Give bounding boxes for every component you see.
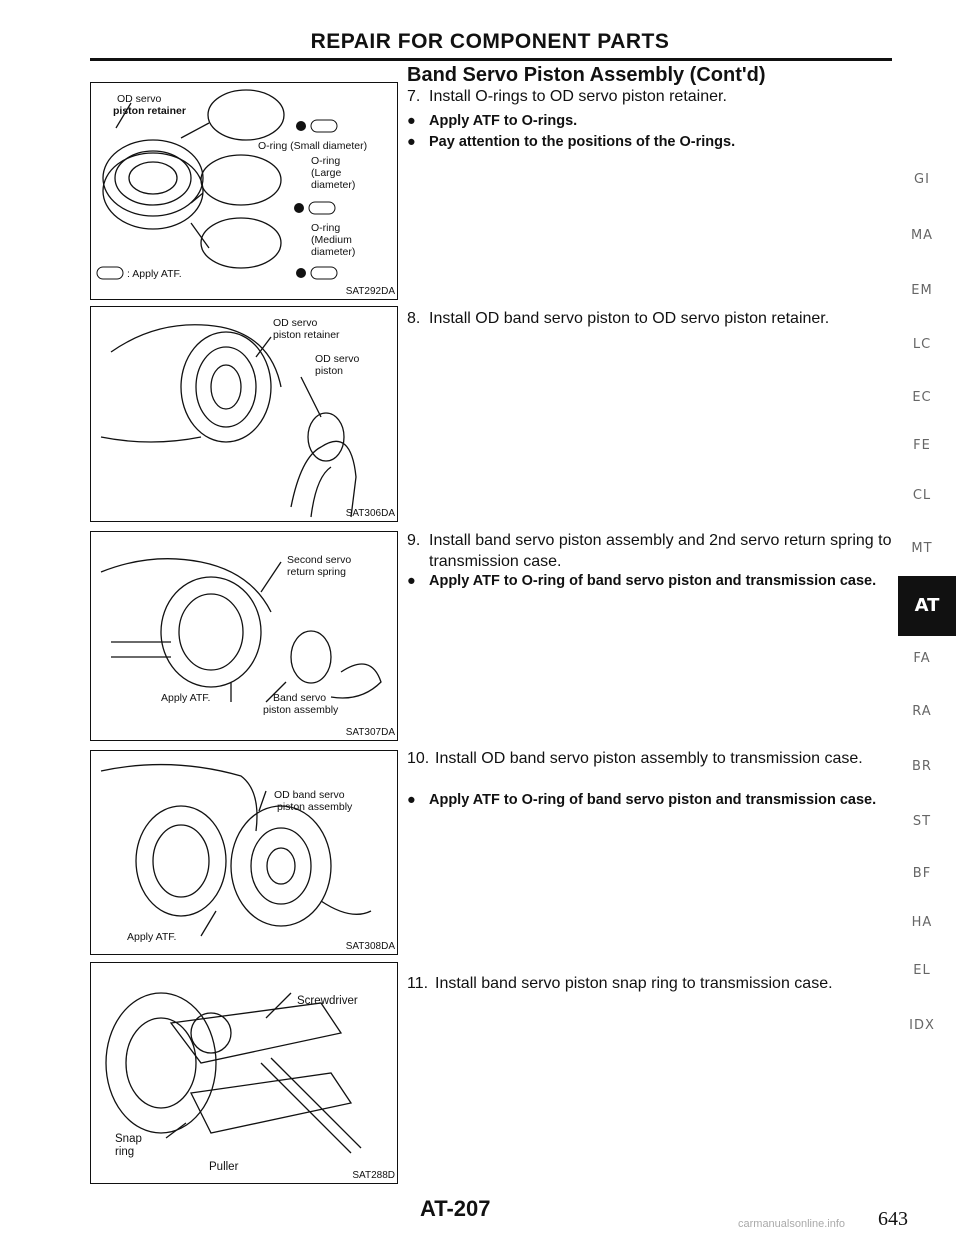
callout-label: diameter) bbox=[311, 179, 356, 191]
step-number: 10. bbox=[407, 750, 430, 767]
tab-st[interactable]: ST bbox=[912, 814, 932, 829]
step-text: Install OD band servo piston to OD servo piston retainer. bbox=[429, 310, 830, 327]
callout-label: Puller bbox=[209, 1161, 239, 1173]
tab-bf[interactable]: BF bbox=[912, 866, 932, 881]
tab-cl[interactable]: CL bbox=[912, 488, 932, 503]
callout-label: ring bbox=[115, 1146, 135, 1158]
page-number: 643 bbox=[878, 1208, 908, 1230]
section-title: Band Servo Piston Assembly (Cont'd) bbox=[407, 64, 766, 86]
tab-idx[interactable]: IDX bbox=[909, 1018, 935, 1033]
tab-lc[interactable]: LC bbox=[912, 337, 932, 352]
step-7 bbox=[407, 86, 897, 108]
step-number: 9. bbox=[407, 532, 421, 549]
step-number: 11. bbox=[407, 975, 429, 992]
callout-label: Snap bbox=[115, 1133, 142, 1145]
step-9 bbox=[407, 530, 897, 574]
tab-el[interactable]: EL bbox=[913, 963, 931, 978]
band-servo-illustration bbox=[91, 532, 399, 742]
callout-label: piston retainer bbox=[113, 105, 186, 117]
callout-label: (Large bbox=[311, 167, 342, 179]
figure-code: SAT288D bbox=[352, 1170, 395, 1181]
callout-label: OD servo bbox=[117, 93, 162, 105]
tab-ma[interactable]: MA bbox=[910, 228, 934, 243]
tab-ha[interactable]: HA bbox=[911, 915, 933, 930]
step-text: Install O-rings to OD servo piston retainer. bbox=[429, 88, 727, 105]
callout-label: Apply ATF. bbox=[127, 931, 177, 943]
step-text: Install band servo piston snap ring to transmission case. bbox=[435, 975, 833, 992]
callout-label: OD servo bbox=[315, 353, 360, 365]
tab-at-active[interactable]: AT bbox=[898, 576, 956, 636]
step-10-bullet-1 bbox=[407, 791, 897, 831]
step-7-bullet-2 bbox=[407, 133, 897, 153]
tab-ec[interactable]: EC bbox=[912, 390, 932, 405]
page-header: REPAIR FOR COMPONENT PARTS bbox=[310, 30, 670, 53]
watermark: carmanualsonline.info bbox=[738, 1218, 846, 1230]
callout-label: return spring bbox=[287, 566, 346, 578]
header-rule bbox=[90, 58, 892, 61]
step-11 bbox=[407, 973, 897, 995]
od-band-servo-illustration bbox=[91, 751, 399, 956]
callout-label: Second servo bbox=[287, 554, 352, 566]
bullet-text: Apply ATF to O-ring of band servo piston and transmission case. bbox=[429, 573, 877, 589]
figure-code: SAT306DA bbox=[345, 508, 395, 519]
tab-gi[interactable]: GI bbox=[914, 172, 930, 187]
figure-code: SAT292DA bbox=[345, 286, 395, 297]
step-8 bbox=[407, 308, 897, 330]
figure-od-servo-piston bbox=[90, 306, 398, 522]
figure-code: SAT308DA bbox=[345, 941, 395, 952]
step-text: Install band servo piston assembly and 2nd servo return spring to transmission case. bbox=[429, 532, 892, 570]
tab-em[interactable]: EM bbox=[911, 283, 933, 298]
callout-label: piston assembly bbox=[277, 801, 353, 813]
tab-br[interactable]: BR bbox=[912, 759, 932, 774]
callout-label: piston retainer bbox=[273, 329, 340, 341]
tab-fa[interactable]: FA bbox=[913, 651, 931, 666]
step-number: 7. bbox=[407, 88, 421, 105]
bullet-icon: ● bbox=[407, 792, 416, 808]
callout-label: piston assembly bbox=[263, 704, 339, 716]
figure-band-servo-assembly bbox=[90, 531, 398, 741]
bullet-icon: ● bbox=[407, 134, 416, 150]
callout-label: diameter) bbox=[311, 246, 356, 258]
bullet-icon: ● bbox=[407, 113, 416, 129]
callout-label: Apply ATF. bbox=[161, 692, 211, 704]
figure-snap-ring bbox=[90, 962, 398, 1184]
callout-label: (Medium bbox=[311, 234, 352, 246]
bullet-text: Apply ATF to O-ring of band servo piston and transmission case. bbox=[429, 792, 877, 808]
callout-label: O-ring bbox=[311, 155, 341, 167]
callout-label: : Apply ATF. bbox=[127, 268, 182, 280]
bullet-text: Apply ATF to O-rings. bbox=[429, 113, 578, 129]
callout-label: Screwdriver bbox=[297, 995, 358, 1007]
figure-od-band-servo bbox=[90, 750, 398, 955]
bullet-text: Pay attention to the positions of the O-rings. bbox=[429, 134, 736, 150]
step-number: 8. bbox=[407, 310, 421, 327]
callout-label: O-ring bbox=[311, 222, 341, 234]
servo-piston-illustration bbox=[91, 307, 399, 523]
callout-label: OD band servo bbox=[274, 789, 345, 801]
step-10 bbox=[407, 748, 897, 792]
figure-oring-positions bbox=[90, 82, 398, 300]
step-text: Install OD band servo piston assembly to transmission case. bbox=[435, 750, 863, 767]
step-9-bullet-1 bbox=[407, 572, 897, 612]
bullet-icon: ● bbox=[407, 573, 416, 589]
tab-fe[interactable]: FE bbox=[913, 438, 931, 453]
callout-label: O-ring (Small diameter) bbox=[258, 140, 368, 152]
callout-label: Band servo bbox=[273, 692, 327, 704]
callout-label: OD servo bbox=[273, 317, 318, 329]
tab-mt[interactable]: MT bbox=[911, 541, 933, 556]
tab-ra[interactable]: RA bbox=[912, 704, 932, 719]
callout-label: piston bbox=[315, 365, 344, 377]
page-code: AT-207 bbox=[420, 1196, 491, 1221]
step-7-bullet-1 bbox=[407, 112, 897, 132]
figure-code: SAT307DA bbox=[345, 727, 395, 738]
